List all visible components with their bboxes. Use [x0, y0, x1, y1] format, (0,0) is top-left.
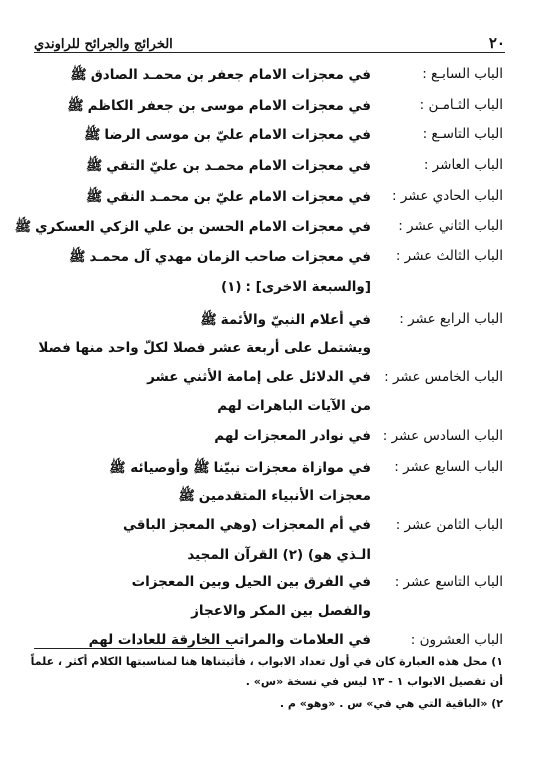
chapter-label: الباب السابع عشر : — [394, 459, 503, 475]
honorific-symbol: (١) — [220, 279, 242, 295]
honorific-symbol: ﷺ — [67, 98, 84, 114]
chapter-text: في معجزات الامام محمـد بن عليّ التقي — [106, 158, 371, 174]
chapter-entry — [28, 455, 503, 483]
chapter-text: في معجزات الامام موسى بن جعفر الكاظم — [87, 98, 371, 114]
chapter-entry — [28, 394, 503, 422]
chapter-description — [28, 157, 371, 177]
chapter-description — [28, 369, 371, 385]
chapter-entry — [28, 365, 503, 393]
chapter-label: الباب السابـع : — [422, 66, 503, 82]
chapter-text: في معجزات الامام الحسن بن علي الزكي العسكري — [35, 219, 371, 235]
chapter-text: في العلامات والمراتب الخارقة للعادات لهم — [88, 632, 371, 648]
chapter-description — [28, 66, 371, 86]
chapter-label: الباب الثـامـن : — [419, 97, 503, 113]
chapter-entry — [28, 93, 503, 121]
honorific-symbol: ﷺ — [178, 488, 195, 504]
chapter-text: [والسبعة الاخرى] : — [245, 279, 371, 295]
running-title: الخرائج والجرائح للراوندي — [34, 37, 173, 52]
chapter-text: في نوادر المعجزات لهم — [214, 428, 371, 444]
honorific-symbol: ﷺ وأوصيائه ﷺ — [109, 460, 210, 476]
honorific-symbol: ﷺ — [84, 127, 101, 143]
chapter-entry — [28, 336, 503, 364]
chapter-description — [28, 97, 371, 117]
footnote-rule — [34, 648, 234, 649]
chapter-description — [28, 547, 371, 563]
chapter-entry — [28, 424, 503, 452]
chapter-text: في معجزات الامام عليّ بن محمـد النقي — [106, 189, 371, 205]
chapter-entry — [14, 214, 503, 242]
chapter-text: في أم المعجزات (وهي المعجز الباقي — [122, 517, 371, 533]
chapter-label: الباب الرابع عشر : — [399, 311, 503, 327]
chapter-entry — [28, 122, 503, 150]
chapter-description — [28, 398, 371, 414]
honorific-symbol: ﷺ — [70, 67, 87, 83]
chapter-text: الـذي هو) (٢) القرآن المجيد — [187, 547, 371, 563]
honorific-symbol: ﷺ — [14, 219, 32, 235]
chapter-description — [28, 632, 371, 648]
chapter-entry — [28, 184, 503, 212]
chapter-entry — [28, 244, 503, 272]
chapter-description — [28, 188, 371, 208]
chapter-entry — [28, 628, 503, 656]
chapter-entry — [28, 599, 503, 627]
honorific-symbol: ﷺ — [69, 249, 86, 265]
chapter-entry — [28, 275, 503, 303]
chapter-label: الباب العاشر : — [423, 157, 503, 173]
chapter-text: في الفرق بين الحيل وبين المعجزات — [131, 574, 371, 590]
chapter-text: في موازاة معجزات نبيّنا — [213, 460, 371, 476]
honorific-symbol: ﷺ — [85, 189, 103, 205]
chapter-entry — [28, 570, 503, 598]
chapter-text: في معجزات الامام جعفر بن محمـد الصادق — [90, 67, 371, 83]
chapter-entry — [28, 543, 503, 571]
chapter-description — [28, 340, 371, 356]
honorific-symbol: ﷺ — [200, 312, 217, 328]
chapter-entry — [28, 153, 503, 181]
chapter-text: في أعلام النبيّ والأئمة — [220, 312, 371, 328]
chapter-entry — [28, 62, 503, 90]
chapter-label: الباب السادس عشر : — [382, 428, 503, 444]
chapter-text: معجزات الأنبياء المتقدمين — [198, 488, 371, 504]
chapter-description — [28, 487, 371, 507]
chapter-entry — [28, 513, 503, 541]
chapter-description — [28, 603, 371, 619]
chapter-text: من الآيات الباهرات لهم — [217, 398, 371, 414]
footnote-1b: أن تفصيل الابواب ١ - ١٣ ليس في نسخة «س» . — [245, 675, 503, 688]
header-rule — [34, 52, 505, 53]
chapter-label: الباب الخامس عشر : — [384, 369, 503, 385]
chapter-description — [14, 218, 371, 238]
chapter-description — [28, 126, 371, 146]
chapter-description — [28, 459, 371, 479]
page-number: ٢٠ — [488, 34, 505, 52]
footnote-2: ٢) «الباقية التي هي في» س . «وهو» م . — [279, 697, 503, 710]
chapter-text: في الدلائل على إمامة الأثني عشر — [147, 369, 371, 385]
chapter-label: الباب التاسع عشر : — [394, 574, 503, 590]
chapter-entry — [28, 307, 503, 335]
chapter-text: في معجزات الامام عليّ بن موسى الرضا — [104, 127, 371, 143]
honorific-symbol: ﷺ — [85, 158, 103, 174]
chapter-label: الباب العشرون : — [410, 632, 503, 648]
chapter-text: والفصل بين المكر والاعجاز — [191, 603, 371, 619]
chapter-label: الباب التاسـع : — [422, 126, 503, 142]
chapter-entry — [28, 483, 503, 511]
chapter-description — [28, 428, 371, 444]
chapter-description — [28, 311, 371, 331]
chapter-label: الباب الحادي عشر : — [392, 188, 503, 204]
footnote-1a: ١) محل هذه العبارة كان في أول تعداد الابواب ، فأثبتناها هنا لمناسبتها الكلام أكثر ، علماً — [30, 655, 503, 668]
chapter-text: في معجزات صاحب الزمان مهدي آل محمـد — [89, 249, 371, 265]
chapter-text: ويشتمل على أربعة عشر فصلا لكلّ واحد منها فصلا — [38, 340, 371, 356]
chapter-description — [28, 248, 371, 268]
chapter-label: الباب الثالث عشر : — [395, 248, 503, 264]
chapter-label: الباب الثاني عشر : — [398, 218, 503, 234]
chapter-description — [28, 517, 371, 533]
chapter-description — [28, 574, 371, 590]
page-header — [34, 22, 505, 52]
chapter-label: الباب الثامن عشر : — [395, 517, 503, 533]
chapter-description — [28, 279, 371, 295]
